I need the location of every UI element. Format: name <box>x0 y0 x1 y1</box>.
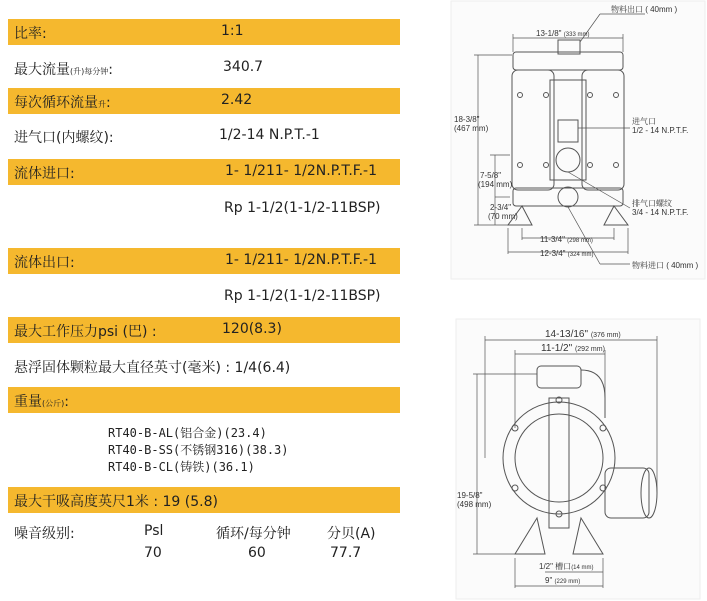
drawing-frame <box>456 319 700 599</box>
height-dim-mm: (467 mm) <box>454 124 489 133</box>
label-unit: (公斤) <box>42 399 65 408</box>
spec-row-air-inlet <box>8 123 400 149</box>
width1-dim-in: 14-13/16" <box>545 329 589 340</box>
fluid-outlet-bsp: Rp 1-1/2(1-1/2-11BSP) <box>224 288 381 304</box>
spec-label: 流体进口: <box>14 166 75 182</box>
width1-dim-mm: (376 mm) <box>590 332 621 339</box>
width2-dim-mm: (292 mm) <box>574 346 605 353</box>
spec-label: 流体出口: <box>14 255 75 271</box>
spec-value: 2.42 <box>221 92 253 108</box>
base-dim-in: 9" <box>545 576 553 585</box>
spec-value: 120(8.3) <box>222 321 282 337</box>
low-dim-in: 2-3/4" <box>490 203 512 212</box>
spec-row-max-flow <box>8 55 400 81</box>
noise-header-db: 分贝(A) <box>327 526 376 542</box>
height-dim-in: 19-5/8" <box>457 491 483 500</box>
label-colon: : <box>106 95 111 111</box>
spec-row-ratio <box>8 19 400 45</box>
spec-value: 1- 1/211- 1/2N.P.T.F.-1 <box>225 163 377 179</box>
fluid-inlet-bsp: Rp 1-1/2(1-1/2-11BSP) <box>224 200 381 216</box>
exhaust-label: 排气口螺纹 <box>632 199 672 208</box>
weight-item-al: RT40-B-AL(铝合金)(23.4) <box>108 426 267 440</box>
max-solid-size: 悬浮固体颗粒最大直径英寸(毫米) : 1/4(6.4) <box>14 360 291 376</box>
base2-dim-in: 12-3/4" <box>540 249 566 258</box>
noise-value-db: 77.7 <box>330 545 362 561</box>
width-dim-mm: (333 mm) <box>563 32 590 38</box>
weight-item-ss: RT40-B-SS(不锈钢316)(38.3) <box>108 443 289 457</box>
spec-label <box>14 92 111 112</box>
slot-dim-mm: (14 mm) <box>571 565 594 571</box>
spec-label: 最大工作压力psi (巴) : <box>14 324 157 340</box>
outlet-label: 物料出口 ( 40mm ) <box>611 5 678 14</box>
spec-label: 比率: <box>14 26 47 42</box>
exhaust-spec: 3/4 - 14 N.P.T.F. <box>632 208 689 217</box>
noise-value-cycles: 60 <box>248 545 266 561</box>
slot-dim-text: 1/2" 槽口 <box>539 562 572 571</box>
spec-label <box>14 391 69 411</box>
inlet-label: 物料进口 ( 40mm ) <box>632 261 699 270</box>
spec-value: 1:1 <box>221 23 244 39</box>
width2-dim-in: 11-1/2" <box>541 343 573 354</box>
base1-dim-in: 11-3/4" <box>540 235 565 244</box>
pump-side-drawing <box>455 318 702 600</box>
air-inlet-spec: 1/2 - 14 N.P.T.F. <box>632 126 689 135</box>
base2-dim-mm: (324 mm) <box>567 252 594 258</box>
label-text: 每次循环流量 <box>14 95 98 111</box>
mid-dim-in: 7-5/8" <box>480 171 502 180</box>
spec-label: 进气口(内螺纹): <box>14 130 114 146</box>
spec-row-fluid-outlet <box>8 248 400 274</box>
mid-dim-mm: (194 mm) <box>478 180 513 189</box>
air-inlet-label: 进气口 <box>632 117 656 126</box>
base1-dim-mm: (298 mm) <box>567 238 593 244</box>
label-unit: (升)每分钟 <box>70 67 109 76</box>
spec-value: 340.7 <box>223 59 264 75</box>
noise-header-psi: Psl <box>144 523 164 539</box>
height-dim-mm: (498 mm) <box>457 500 492 509</box>
spec-row-weight <box>8 387 400 413</box>
noise-label: 噪音级别: <box>14 526 75 542</box>
spec-row-fluid-inlet <box>8 159 400 185</box>
spec-row-flow-per-cycle <box>8 88 400 114</box>
spec-label: 最大干吸高度英尺1米 : 19 (5.8) <box>14 494 218 510</box>
weight-item-cl: RT40-B-CL(铸铁)(36.1) <box>108 460 255 474</box>
low-dim-mm: (70 mm) <box>488 212 518 221</box>
height-dim-in: 18-3/8" <box>454 115 480 124</box>
spec-label <box>14 59 113 79</box>
pump-front-drawing <box>450 0 707 280</box>
noise-value-psi: 70 <box>144 545 162 561</box>
label-text: 最大流量 <box>14 62 70 78</box>
spec-value: 1- 1/211- 1/2N.P.T.F.-1 <box>225 252 377 268</box>
label-text: 重量 <box>14 394 42 410</box>
noise-header-cycles: 循环/每分钟 <box>216 526 291 542</box>
spec-row-suction <box>8 487 400 513</box>
spec-row-max-pressure <box>8 317 400 343</box>
base-dim-mm: (229 mm) <box>554 579 581 585</box>
label-colon: : <box>108 62 113 78</box>
spec-value: 1/2-14 N.P.T.-1 <box>219 127 320 143</box>
label-unit: 升 <box>98 100 106 109</box>
width-dim-in: 13-1/8" <box>536 29 562 38</box>
label-colon: : <box>64 394 69 410</box>
